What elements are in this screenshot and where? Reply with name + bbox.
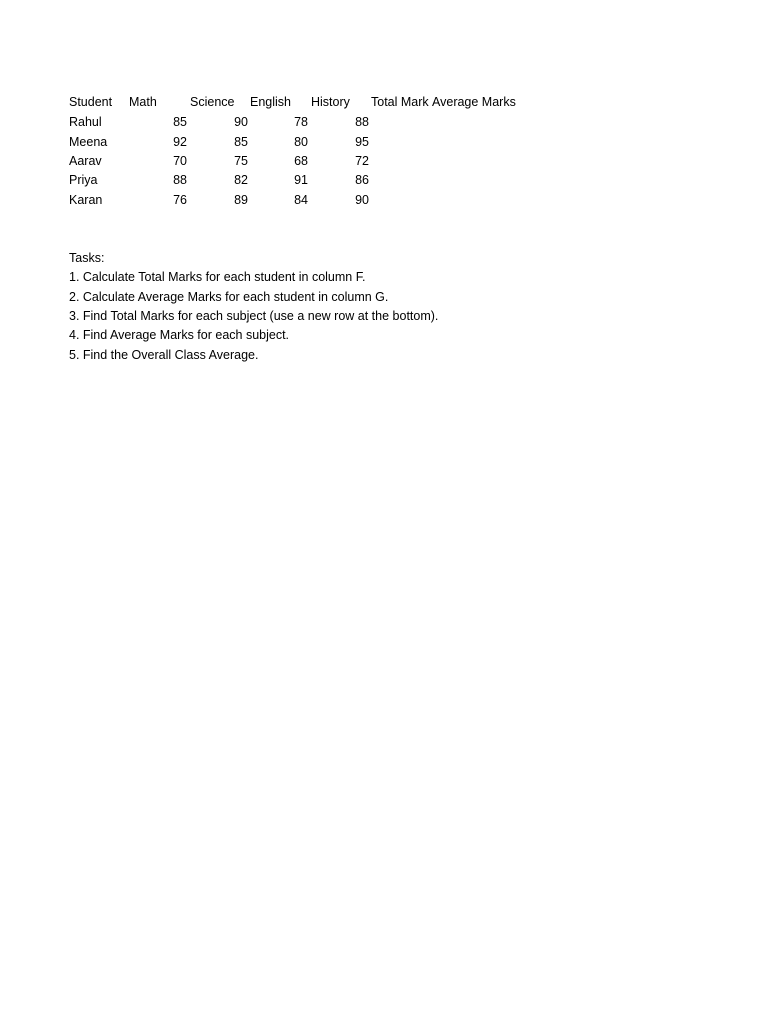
header-history[interactable]: History	[311, 95, 350, 109]
english-cell[interactable]: 91	[294, 173, 308, 187]
header-student[interactable]: Student	[69, 95, 113, 109]
task-item[interactable]: 5. Find the Overall Class Average.	[69, 348, 259, 362]
math-cell[interactable]: 70	[173, 154, 187, 168]
science-cell[interactable]: 82	[234, 173, 248, 187]
english-cell[interactable]: 80	[294, 135, 308, 149]
math-cell[interactable]: 85	[173, 115, 187, 129]
header-science[interactable]: Science	[190, 95, 235, 109]
math-cell[interactable]: 92	[173, 135, 187, 149]
science-cell[interactable]: 89	[234, 193, 248, 207]
header-average-marks[interactable]: Average Marks	[432, 95, 516, 109]
header-total-mark[interactable]: Total Mark	[371, 95, 429, 109]
science-cell[interactable]: 75	[234, 154, 248, 168]
math-cell[interactable]: 76	[173, 193, 187, 207]
task-item[interactable]: 3. Find Total Marks for each subject (use a new row at the bottom).	[69, 309, 439, 323]
science-cell[interactable]: 85	[234, 135, 248, 149]
student-name[interactable]: Aarav	[69, 154, 102, 168]
english-cell[interactable]: 68	[294, 154, 308, 168]
math-cell[interactable]: 88	[173, 173, 187, 187]
history-cell[interactable]: 90	[355, 193, 369, 207]
history-cell[interactable]: 88	[355, 115, 369, 129]
task-item[interactable]: 2. Calculate Average Marks for each student in column G.	[69, 290, 389, 304]
student-name[interactable]: Priya	[69, 173, 98, 187]
header-english[interactable]: English	[250, 95, 291, 109]
task-item[interactable]: 1. Calculate Total Marks for each student in column F.	[69, 270, 366, 284]
student-name[interactable]: Karan	[69, 193, 103, 207]
header-math[interactable]: Math	[129, 95, 157, 109]
english-cell[interactable]: 78	[294, 115, 308, 129]
history-cell[interactable]: 72	[355, 154, 369, 168]
history-cell[interactable]: 95	[355, 135, 369, 149]
task-item[interactable]: 4. Find Average Marks for each subject.	[69, 328, 290, 342]
student-name[interactable]: Rahul	[69, 115, 102, 129]
history-cell[interactable]: 86	[355, 173, 369, 187]
student-name[interactable]: Meena	[69, 135, 108, 149]
tasks-heading[interactable]: Tasks:	[69, 251, 105, 265]
english-cell[interactable]: 84	[294, 193, 308, 207]
science-cell[interactable]: 90	[234, 115, 248, 129]
